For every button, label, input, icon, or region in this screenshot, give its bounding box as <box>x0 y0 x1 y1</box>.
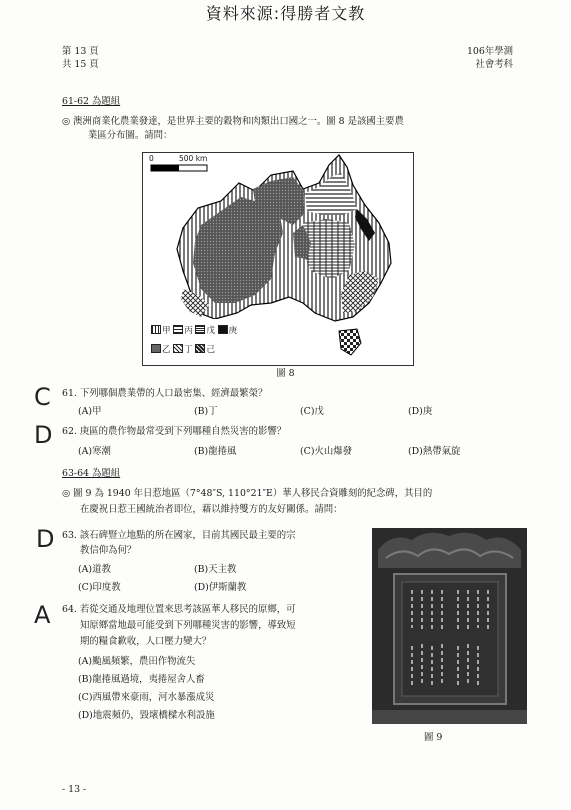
q61-option-b: (B)丁 <box>194 406 218 417</box>
q64-option-c: (C)西風帶來豪雨，河水暴漲成災 <box>78 692 215 703</box>
question-63-stem-line1: 63. 該石碑豎立地點的所在國家，目前其國民最主要的宗 <box>62 530 296 541</box>
q62-option-d: (D)熱帶氣旋 <box>408 446 461 457</box>
question-64-stem-line2: 知原鄉當地最可能受到下列哪種災害的影響，導致短 <box>80 620 296 631</box>
q62-option-c: (C)火山爆發 <box>300 446 352 457</box>
group-61-62-title: 61-62 為題組 <box>62 96 121 107</box>
handwritten-answer-63: D <box>36 525 55 553</box>
legend-label-jia: 甲 <box>162 326 171 336</box>
q63-option-d: (D)伊斯蘭教 <box>194 582 247 593</box>
total-pages: 共 15 頁 <box>62 59 99 70</box>
legend-swatch-geng <box>218 325 228 334</box>
handwritten-answer-61: C <box>34 383 51 411</box>
map-scale-label: 500 km <box>179 154 208 163</box>
legend-label-bing: 丙 <box>184 326 193 336</box>
figure-9-caption: 圖 9 <box>424 732 443 743</box>
q63-option-a: (A)道教 <box>78 564 111 575</box>
australia-farming-map <box>142 152 414 366</box>
q62-option-b: (B)龍捲風 <box>194 446 237 457</box>
question-64-stem-line1: 64. 若從交通及地理位置來思考該區華人移民的原鄉，可 <box>62 604 296 615</box>
q61-option-a: (A)甲 <box>78 406 102 417</box>
legend-label-yi: 乙 <box>162 345 171 355</box>
q62-option-a: (A)寒潮 <box>78 446 111 457</box>
handwritten-answer-64: A <box>34 601 51 629</box>
question-61-stem: 61. 下列哪個農業帶的人口最密集、經濟最繁榮？ <box>62 388 268 399</box>
q63-option-b: (B)天主教 <box>194 564 237 575</box>
page-footer: - 13 - <box>62 784 87 795</box>
map-legend-row2 <box>151 344 215 356</box>
q64-option-d: (D)地震頻仍，毀壞橋樑水利設施 <box>78 710 215 721</box>
legend-swatch-yi <box>151 344 161 353</box>
handwritten-answer-62: D <box>34 421 53 449</box>
group-63-64-title: 63-64 為題組 <box>62 468 121 479</box>
legend-label-ji: 己 <box>206 345 215 355</box>
group-63-64-intro-line1: ◎ 圖 9 為 1940 年日惹地區（7°48″S, 110°21″E）華人移民合資雕刻的紀念碑，其目的 <box>62 488 433 499</box>
q64-option-a: (A)颱風頻繁，農田作物流失 <box>78 656 196 667</box>
legend-swatch-bing <box>173 325 183 334</box>
legend-swatch-ding <box>173 344 183 353</box>
q61-option-c: (C)戊 <box>300 406 324 417</box>
q61-option-d: (D)庚 <box>408 406 433 417</box>
source-watermark: 資料來源:得勝者文教 <box>205 4 366 23</box>
group-61-62-intro-line2: 業區分布圖。請問： <box>88 130 173 141</box>
group-61-62-intro-line1: ◎ 澳洲商業化農業發達，是世界主要的穀物和肉類出口國之一。圖 8 是該國主要農 <box>62 116 404 127</box>
legend-swatch-wu <box>195 325 205 334</box>
legend-swatch-jia <box>151 325 161 334</box>
group-63-64-intro-line2: 在慶祝日惹王國統治者即位，藉以維持雙方的友好關係。請問： <box>80 504 343 515</box>
q63-option-c: (C)印度教 <box>78 582 121 593</box>
q64-option-b: (B)龍捲風過境，夷捲屋舍人畜 <box>78 674 205 685</box>
stele-photo <box>372 528 527 724</box>
question-63-stem-line2: 教信仰為何？ <box>80 545 137 556</box>
legend-swatch-ji <box>195 344 205 353</box>
legend-label-geng: 庚 <box>228 326 238 336</box>
legend-label-ding: 丁 <box>184 345 193 355</box>
figure-8-caption: 圖 8 <box>276 368 295 379</box>
map-legend-row1 <box>151 325 237 337</box>
question-64-stem-line3: 期的糧食歉收，人口壓力變大？ <box>80 636 212 647</box>
map-scale-zero: 0 <box>149 154 154 163</box>
exam-title: 106年學測 <box>466 46 513 57</box>
question-62-stem: 62. 庚區的農作物最常受到下列哪種自然災害的影響？ <box>62 426 287 437</box>
page-number: 第 13 頁 <box>62 46 99 57</box>
legend-label-wu: 戊 <box>206 326 215 336</box>
subject-title: 社會考科 <box>475 59 513 70</box>
stele-graphic <box>372 528 527 724</box>
